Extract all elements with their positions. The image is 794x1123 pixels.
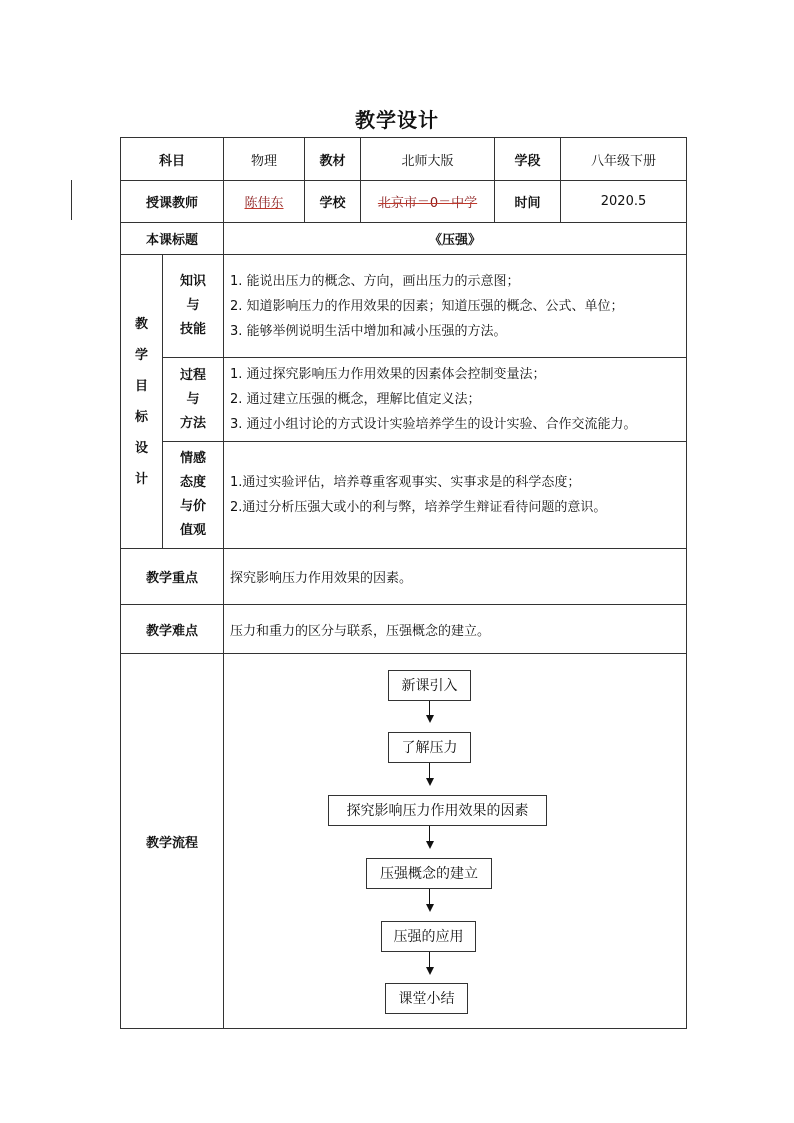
goals-label-char: 教 — [134, 316, 148, 332]
flow-connector — [429, 889, 430, 904]
goals-label — [121, 255, 163, 549]
knowledge-label — [163, 255, 224, 358]
lesson-title-value: 《压强》 — [224, 223, 687, 255]
arrow-down-icon — [426, 715, 434, 723]
goals-label-char: 标 — [134, 409, 148, 425]
goals-label-char: 目 — [134, 378, 148, 394]
goal-item: 3. 通过小组讨论的方式设计实验培养学生的设计实验、合作交流能力。 — [230, 417, 637, 432]
flow-step-application: 压强的应用 — [381, 921, 476, 952]
subject-value: 物理 — [224, 138, 305, 181]
process-label — [163, 358, 224, 442]
flow-step-intro: 新课引入 — [388, 670, 471, 701]
difficulty-label: 教学难点 — [121, 605, 224, 654]
key-point-row — [121, 549, 687, 605]
process-label-line: 与 — [186, 391, 200, 407]
goal-item: 2.通过分析压强大或小的利与弊，培养学生辩证看待问题的意识。 — [230, 500, 607, 515]
school-value: 北京市＝0＝中学 — [377, 196, 478, 211]
difficulty-row — [121, 605, 687, 654]
flow-label: 教学流程 — [121, 654, 224, 1029]
goal-row-process — [121, 358, 687, 442]
knowledge-items — [224, 255, 687, 358]
goals-label-char: 设 — [134, 440, 148, 456]
flow-connector — [429, 701, 430, 715]
arrow-down-icon — [426, 967, 434, 975]
knowledge-label-line: 与 — [186, 298, 200, 313]
teacher-cell — [224, 181, 305, 223]
subject-label: 科目 — [121, 138, 224, 181]
knowledge-label-line: 知识 — [180, 274, 207, 289]
process-items — [224, 358, 687, 442]
flow-row — [121, 654, 687, 1029]
goal-row-knowledge — [121, 255, 687, 358]
flow-step-pressure-concept: 压强概念的建立 — [366, 858, 492, 889]
flow-connector — [429, 826, 430, 841]
arrow-down-icon — [426, 778, 434, 786]
flow-connector — [429, 952, 430, 967]
goal-item: 1. 通过探究影响压力作用效果的因素体会控制变量法； — [230, 367, 546, 382]
lesson-title-label: 本课标题 — [121, 223, 224, 255]
attitude-label-line: 与价 — [180, 499, 207, 514]
goal-row-attitude — [121, 442, 687, 549]
flow-connector — [429, 763, 430, 778]
goal-item: 1. 能说出压力的概念、方向，画出压力的示意图； — [230, 273, 520, 289]
process-label-line: 方法 — [180, 415, 207, 431]
time-label: 时间 — [495, 181, 561, 223]
key-point-label: 教学重点 — [121, 549, 224, 605]
time-value: 2020.5 — [561, 181, 687, 223]
process-label-line: 过程 — [180, 367, 207, 383]
attitude-label-line: 态度 — [180, 475, 207, 490]
arrow-down-icon — [426, 904, 434, 912]
teacher-value: 陈伟东 — [244, 196, 284, 211]
school-cell — [361, 181, 495, 223]
margin-marker — [71, 180, 72, 220]
attitude-label-line: 情感 — [180, 451, 207, 466]
goals-label-char: 计 — [134, 471, 148, 487]
lesson-title-row — [121, 223, 687, 255]
flow-step-pressure-force: 了解压力 — [388, 732, 471, 763]
grade-value: 八年级下册 — [561, 138, 687, 181]
flow-step-summary: 课堂小结 — [385, 983, 468, 1014]
lesson-plan-table — [120, 137, 687, 1029]
teacher-label: 授课教师 — [121, 181, 224, 223]
arrow-down-icon — [426, 841, 434, 849]
info-row-2 — [121, 181, 687, 223]
knowledge-label-line: 技能 — [180, 322, 207, 337]
attitude-label — [163, 442, 224, 549]
difficulty-text: 压力和重力的区分与联系，压强概念的建立。 — [224, 605, 687, 654]
flow-diagram — [224, 655, 685, 1028]
goals-label-char: 学 — [134, 347, 148, 363]
key-point-text: 探究影响压力作用效果的因素。 — [224, 549, 687, 605]
textbook-value: 北师大版 — [361, 138, 495, 181]
page-title: 教学设计 — [355, 108, 439, 132]
goal-item: 2. 知道影响压力的作用效果的因素；知道压强的概念、公式、单位； — [230, 298, 624, 314]
grade-label: 学段 — [495, 138, 561, 181]
goal-item: 2. 通过建立压强的概念，理解比值定义法； — [230, 392, 481, 407]
goal-item: 3. 能够举例说明生活中增加和减小压强的方法。 — [230, 323, 507, 339]
attitude-label-line: 值观 — [180, 523, 207, 538]
info-row-1 — [121, 138, 687, 181]
flow-cell — [224, 654, 687, 1029]
attitude-items — [224, 442, 687, 549]
school-label: 学校 — [305, 181, 361, 223]
textbook-label: 教材 — [305, 138, 361, 181]
goal-item: 1.通过实验评估，培养尊重客观事实、实事求是的科学态度； — [230, 475, 581, 490]
flow-step-explore-factors: 探究影响压力作用效果的因素 — [328, 795, 547, 826]
